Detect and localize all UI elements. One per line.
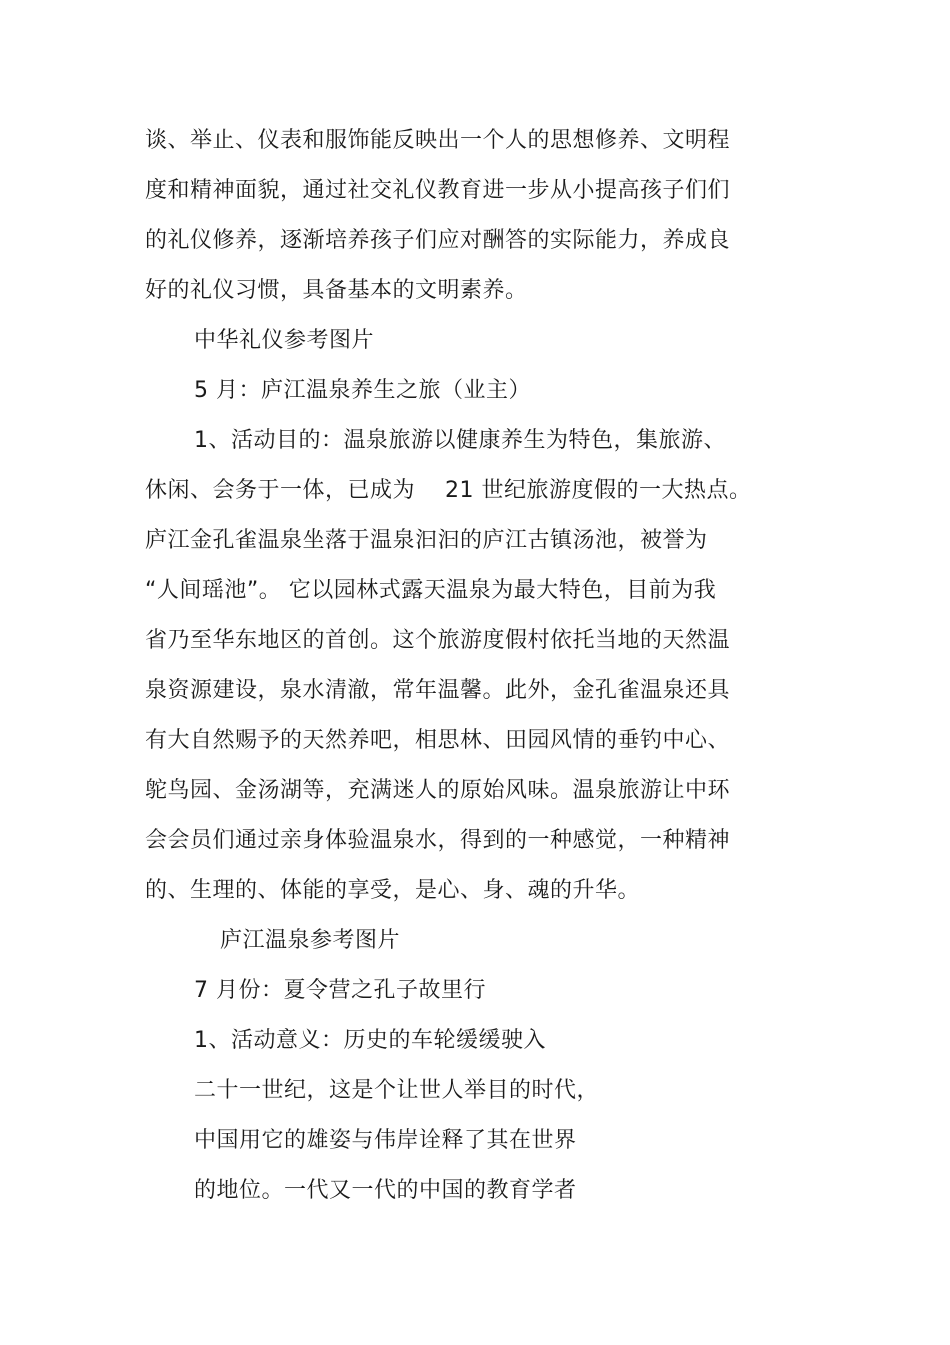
text-line-15: 会会员们通过亲身体验温泉水，得到的一种感觉，一种精神 bbox=[145, 828, 731, 853]
text-line-19: 1、活动意义：历史的车轮缓缓驶入 bbox=[194, 1028, 546, 1053]
text-line-14: 鸵鸟园、金汤湖等，充满迷人的原始风味。温泉旅游让中环 bbox=[145, 778, 731, 803]
image-caption-hotspring: 庐江温泉参考图片 bbox=[220, 928, 401, 953]
text-line-7: 1、活动目的：温泉旅游以健康养生为特色，集旅游、 bbox=[194, 428, 726, 453]
text-line-2: 度和精神面貌，通过社交礼仪教育进一步从小提高孩子们们 bbox=[145, 178, 731, 203]
text-line-20: 二十一世纪，这是个让世人举目的时代， bbox=[194, 1078, 600, 1103]
text-line-1: 谈、举止、仪表和服饰能反映出一个人的思想修养、文明程 bbox=[145, 128, 731, 153]
text-line-10: “人间瑶池”。 它以园林式露天温泉为最大特色，目前为我 bbox=[145, 578, 717, 603]
text-line-11: 省乃至华东地区的首创。这个旅游度假村依托当地的天然温 bbox=[145, 628, 731, 653]
section-heading-may: 5 月：庐江温泉养生之旅（业主） bbox=[194, 378, 531, 403]
text-line-16: 的、生理的、体能的享受，是心、身、魂的升华。 bbox=[145, 878, 641, 903]
text-line-13: 有大自然赐予的天然养吧，相思林、田园风情的垂钓中心、 bbox=[145, 728, 731, 753]
text-line-12: 泉资源建设，泉水清澈，常年温馨。此外，金孔雀温泉还具 bbox=[145, 678, 731, 703]
text-line-3: 的礼仪修养，逐渐培养孩子们应对酬答的实际能力，养成良 bbox=[145, 228, 731, 253]
text-line-21: 中国用它的雄姿与伟岸诠释了其在世界 bbox=[194, 1128, 577, 1153]
text-line-9: 庐江金孔雀温泉坐落于温泉汩汩的庐江古镇汤池，被誉为 bbox=[145, 528, 708, 553]
text-line-8: 休闲、会务于一体，已成为 21 世纪旅游度假的一大热点。 bbox=[145, 478, 752, 503]
text-line-4: 好的礼仪习惯，具备基本的文明素养。 bbox=[145, 278, 528, 303]
section-heading-july: 7 月份：夏令营之孔子故里行 bbox=[194, 978, 486, 1003]
image-caption-etiquette: 中华礼仪参考图片 bbox=[194, 328, 375, 353]
text-line-22: 的地位。一代又一代的中国的教育学者 bbox=[194, 1178, 577, 1203]
